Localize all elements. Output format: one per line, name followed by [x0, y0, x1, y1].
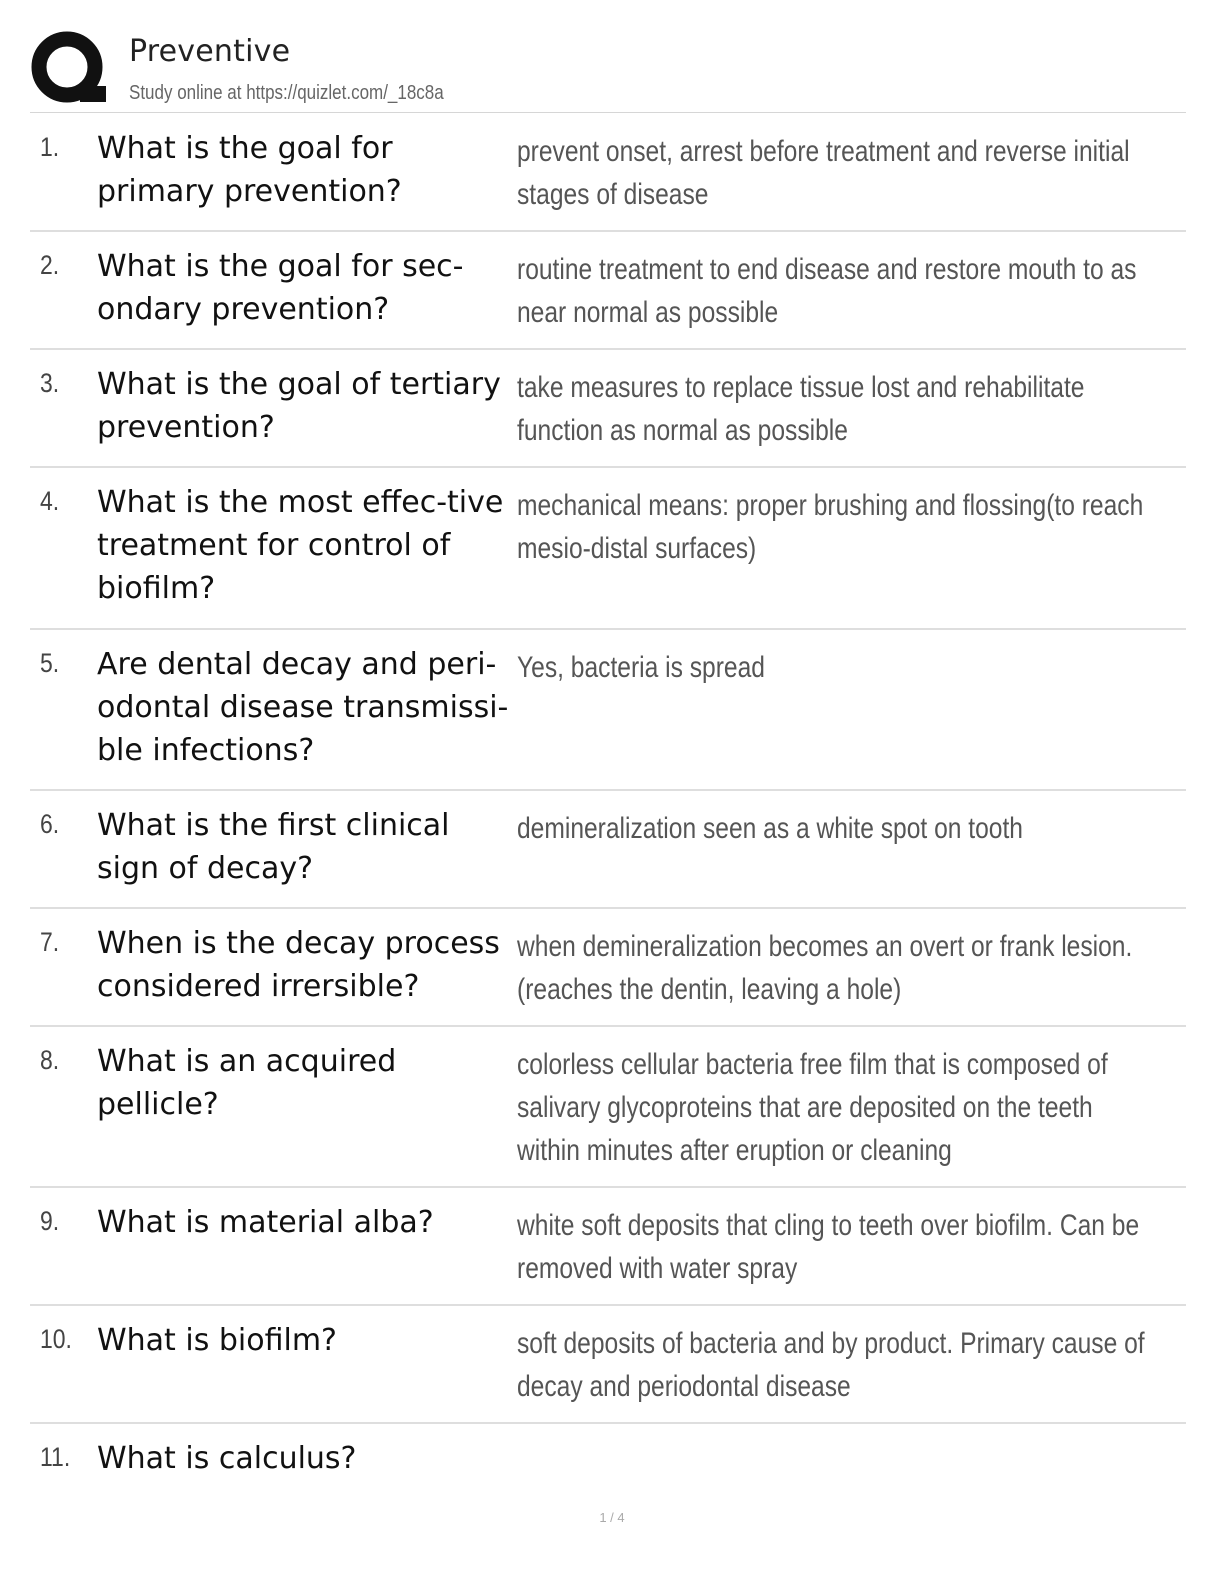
- card-answer: white soft deposits that cling to teeth over biofilm. Can be removed with water spray: [517, 1209, 1140, 1285]
- card-answer: Yes, bacteria is spread: [517, 651, 765, 684]
- card-question: Are dental decay and peri-odontal disease transmissi-ble infections?: [97, 647, 509, 768]
- card-answer: when demineralization becomes an overt or frank lesion. (reaches the dentin, leaving a hole): [517, 930, 1133, 1006]
- card-answer: routine treatment to end disease and restore mouth to as near normal as possible: [517, 253, 1137, 329]
- quizlet-logo-icon: [30, 30, 108, 108]
- card-question: What is biofilm?: [97, 1323, 337, 1358]
- flashcard-row: [30, 468, 1186, 630]
- page-number: 1 / 4: [599, 1510, 625, 1525]
- card-question: What is calculus?: [97, 1441, 357, 1476]
- card-question: What is the goal of tertiary prevention?: [97, 367, 501, 445]
- card-answer: take measures to replace tissue lost and rehabilitate function as normal as possible: [517, 371, 1085, 447]
- card-number: 3.: [40, 368, 60, 398]
- page-header: [30, 28, 1186, 113]
- card-answer: mechanical means: proper brushing and flossing(to reach mesio-distal surfaces): [517, 489, 1144, 565]
- flashcard-row: [30, 909, 1186, 1027]
- flashcard-list: [30, 114, 1186, 1494]
- card-answer: colorless cellular bacteria free film that is composed of salivary glycoproteins that are deposited on the teeth within minutes after eruption or cleaning: [517, 1048, 1108, 1167]
- flashcard-row: [30, 232, 1186, 350]
- card-number: 5.: [40, 648, 60, 678]
- card-answer: soft deposits of bacteria and by product. Primary cause of decay and periodontal disease: [517, 1327, 1145, 1403]
- card-answer: prevent onset, arrest before treatment and reverse initial stages of disease: [517, 135, 1130, 211]
- card-number: 4.: [40, 486, 60, 516]
- card-question: What is an acquired pellicle?: [97, 1044, 397, 1122]
- card-question: What is material alba?: [97, 1205, 434, 1240]
- card-number: 6.: [40, 809, 60, 839]
- card-number: 9.: [40, 1206, 60, 1236]
- card-question: When is the decay process considered irrersible?: [97, 926, 500, 1004]
- flashcard-row: [30, 630, 1186, 791]
- card-question: What is the goal for primary prevention?: [97, 131, 402, 209]
- flashcard-row: [30, 791, 1186, 909]
- card-number: 8.: [40, 1045, 60, 1075]
- flashcard-row: [30, 1027, 1186, 1188]
- flashcard-row: [30, 1188, 1186, 1306]
- card-number: 7.: [40, 927, 60, 957]
- page-title: Preventive: [129, 34, 291, 69]
- card-question: What is the most effec-tive treatment for control of biofilm?: [97, 485, 504, 606]
- flashcard-row: [30, 1424, 1186, 1494]
- card-number: 11.: [40, 1442, 71, 1472]
- card-number: 10.: [40, 1324, 72, 1354]
- flashcard-row: [30, 1306, 1186, 1424]
- card-question: What is the goal for sec-ondary prevention?: [97, 249, 464, 327]
- study-online-link[interactable]: Study online at https://quizlet.com/_18c8a: [129, 82, 444, 104]
- card-question: What is the first clinical sign of decay?: [97, 808, 450, 886]
- card-answer: demineralization seen as a white spot on tooth: [517, 812, 1023, 845]
- flashcard-row: [30, 350, 1186, 468]
- flashcard-row: [30, 114, 1186, 232]
- card-number: 2.: [40, 250, 60, 280]
- card-number: 1.: [40, 132, 60, 162]
